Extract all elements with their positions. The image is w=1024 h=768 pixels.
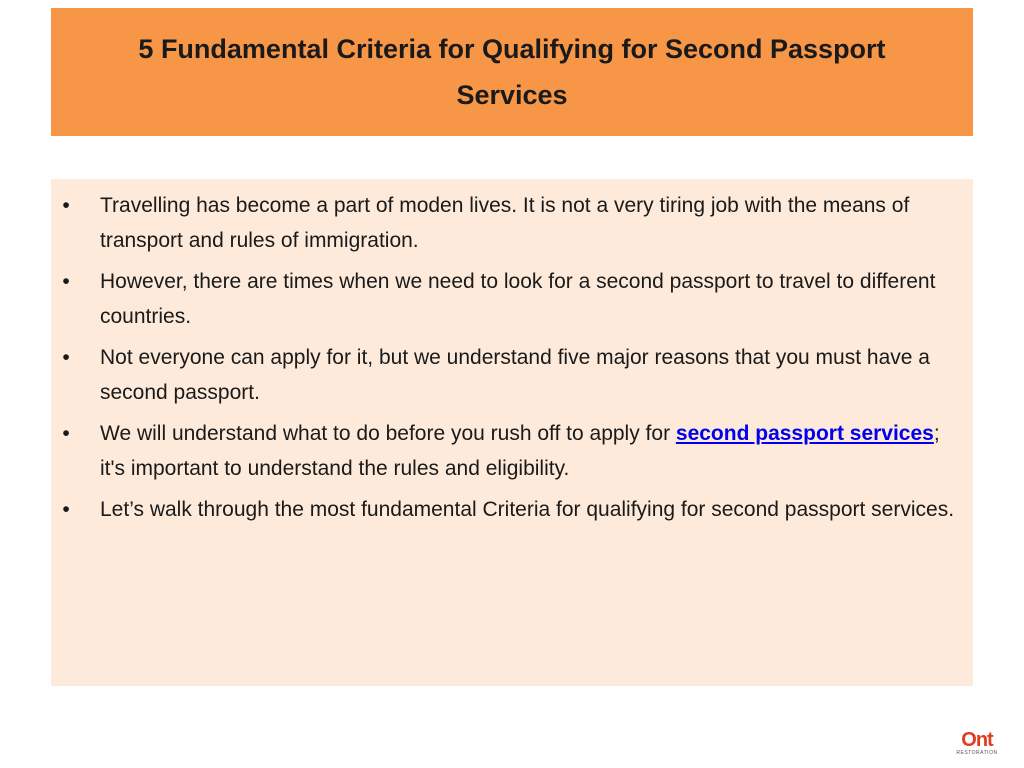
logo-wordmark: Ont	[961, 729, 993, 751]
bullet-icon: •	[62, 346, 70, 369]
bullet-list	[51, 188, 961, 527]
bullet-text-before: We will understand what to do before you rush off to apply for	[100, 422, 676, 445]
bullet-text: Not everyone can apply for it, but we understand five major reasons that you must have a second passport.	[100, 346, 930, 404]
title-banner	[51, 8, 973, 136]
bullet-text: Travelling has become a part of moden lives. It is not a very tiring job with the means of transport and rules of immigration.	[100, 194, 910, 252]
second-passport-services-link[interactable]: second passport services	[675, 422, 934, 445]
bullet-icon: •	[62, 270, 70, 293]
list-item	[51, 264, 961, 334]
bullet-icon: •	[62, 498, 70, 521]
bullet-text-after: ; it's important to understand the rules and eligibility.	[100, 422, 940, 480]
logo-tagline: RESTORATION	[956, 750, 998, 756]
content-panel	[51, 179, 973, 686]
bullet-text: Let’s walk through the most fundamental Criteria for qualifying for second passport services.	[100, 498, 955, 521]
bullet-text: However, there are times when we need to look for a second passport to travel to different countries.	[100, 270, 936, 328]
bullet-icon: •	[62, 194, 70, 217]
slide-title: 5 Fundamental Criteria for Qualifying for Second Passport Services	[138, 34, 886, 110]
list-item	[51, 492, 961, 527]
bullet-icon: •	[62, 422, 70, 445]
company-logo	[950, 730, 1004, 756]
list-item	[51, 416, 961, 486]
list-item	[51, 188, 961, 258]
list-item	[51, 340, 961, 410]
